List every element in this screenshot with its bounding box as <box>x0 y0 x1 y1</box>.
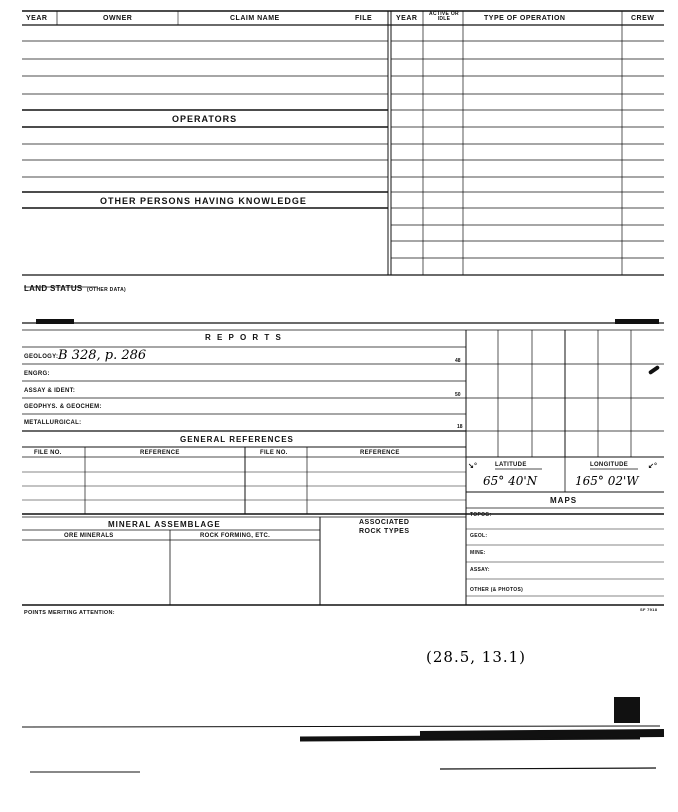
land-status <box>24 278 126 296</box>
operators-heading: OPERATORS <box>172 114 238 124</box>
engrg-label: ENGRG: <box>24 371 50 377</box>
metallurgical-code: 18 <box>457 424 463 430</box>
form-code: SF 7918 <box>640 607 658 612</box>
geology-value: B 328, p. 286 <box>58 348 147 363</box>
col-file-no: FILE NO. <box>34 450 62 456</box>
col-reference-2: REFERENCE <box>360 450 400 456</box>
header-file: FILE <box>355 15 373 22</box>
reports-heading: R E P O R T S <box>205 333 283 342</box>
header-year: YEAR <box>26 15 48 22</box>
points-meriting-attention: POINTS MERITING ATTENTION: <box>24 610 115 616</box>
longitude-label: LONGITUDE <box>590 462 629 468</box>
geology-label: GEOLOGY: <box>24 354 59 360</box>
rock-forming-label: ROCK FORMING, ETC. <box>200 533 271 539</box>
map-topog: TOPOG: <box>470 512 492 518</box>
rock-types-label: ROCK TYPES <box>359 528 410 535</box>
longitude-arrow-icon: ↙° <box>648 463 658 470</box>
assay-code: 50 <box>455 392 461 398</box>
land-status-sub: (OTHER DATA) <box>87 287 126 293</box>
general-references-heading: GENERAL REFERENCES <box>180 435 294 444</box>
header-active-idle: ACTIVE OR IDLE <box>429 11 459 22</box>
ore-minerals-label: ORE MINERALS <box>64 533 114 539</box>
col-reference: REFERENCE <box>140 450 180 456</box>
associated-label: ASSOCIATED <box>359 519 410 526</box>
geophys-label: GEOPHYS. & GEOCHEM: <box>24 404 102 410</box>
header-owner: OWNER <box>103 15 133 22</box>
maps-heading: MAPS <box>550 496 578 505</box>
map-assay: ASSAY: <box>470 567 490 573</box>
assay-ident-label: ASSAY & IDENT: <box>24 388 76 394</box>
col-file-no-2: FILE NO. <box>260 450 288 456</box>
header-crew: CREW <box>631 15 655 22</box>
mineral-assemblage-heading: MINERAL ASSEMBLAGE <box>108 520 221 529</box>
header-year-2: YEAR <box>396 15 418 22</box>
map-geol: GEOL: <box>470 533 488 539</box>
metallurgical-label: METALLURGICAL: <box>24 420 82 426</box>
header-type-of-operation: TYPE OF OPERATION <box>484 15 566 22</box>
land-status-label: LAND STATUS <box>24 284 83 293</box>
longitude-value: 165° 02'W <box>575 474 639 488</box>
latitude-label: LATITUDE <box>495 462 527 468</box>
latitude-value: 65° 40'N <box>483 474 538 488</box>
map-mine: MINE: <box>470 550 486 556</box>
other-persons-heading: OTHER PERSONS HAVING KNOWLEDGE <box>100 196 307 206</box>
header-claim-name: CLAIM NAME <box>230 15 280 22</box>
geology-code: 48 <box>455 358 461 364</box>
latitude-arrow-icon: ↘° <box>468 463 478 470</box>
map-other-photos: OTHER (& PHOTOS) <box>470 587 524 593</box>
handwritten-coordinates: (28.5, 13.1) <box>426 648 527 666</box>
